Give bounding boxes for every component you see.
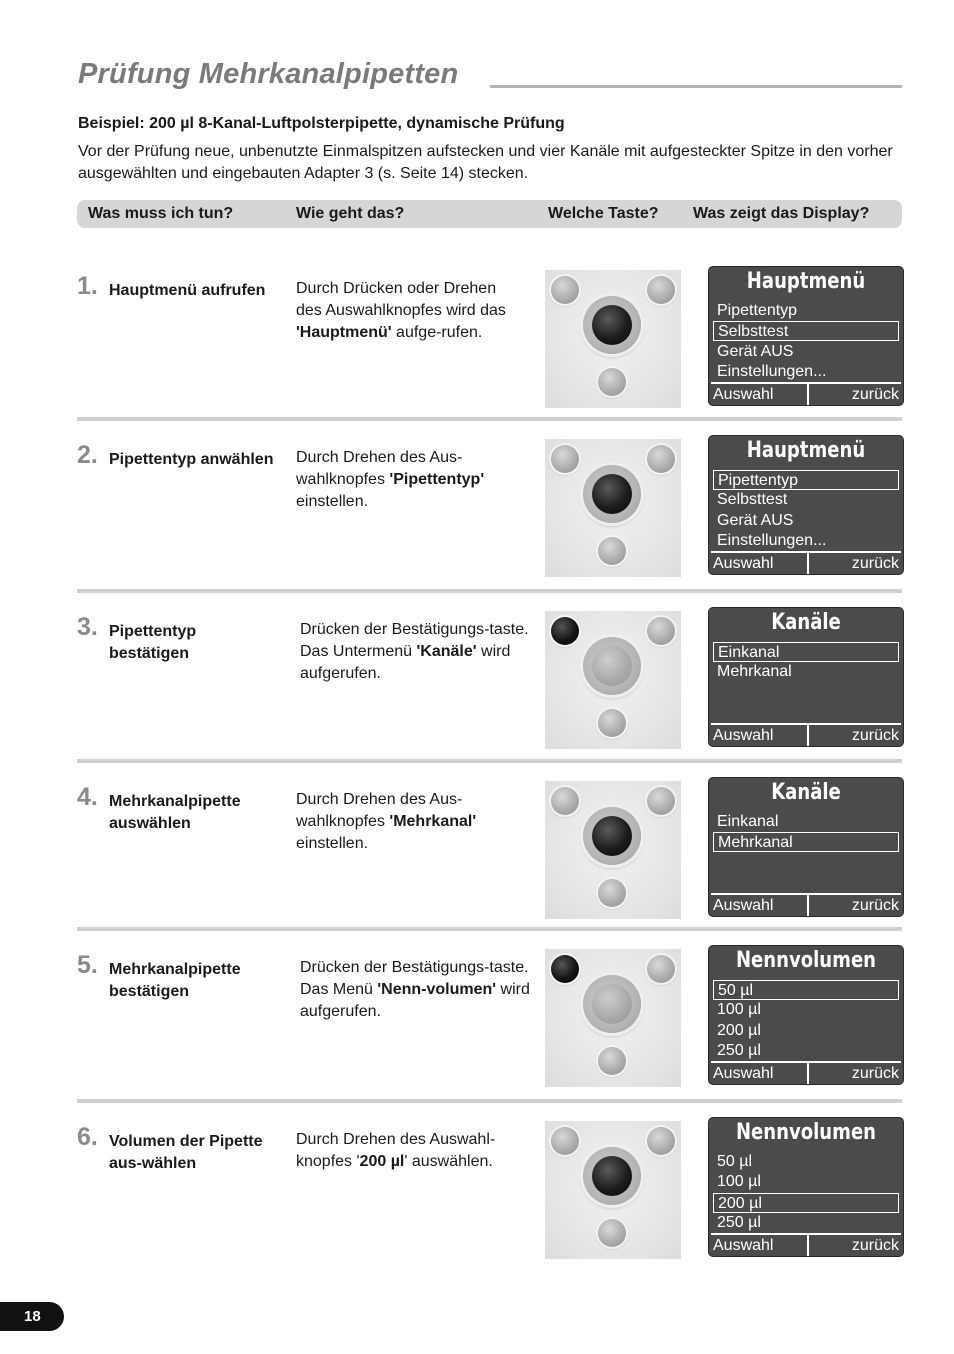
display-menu-item: Pipettentyp bbox=[713, 470, 899, 490]
back-button[interactable] bbox=[647, 276, 675, 304]
step-number: 6. bbox=[77, 1123, 98, 1151]
power-button[interactable] bbox=[598, 368, 626, 396]
display-menu-item: 250 µl bbox=[717, 1042, 761, 1059]
header-what: Was muss ich tun? bbox=[88, 205, 234, 222]
selection-knob[interactable] bbox=[583, 975, 641, 1033]
display-footer-divider bbox=[807, 1235, 809, 1257]
step-how-text: Drücken der Bestätigungs-taste. Das Untermenü bbox=[300, 621, 529, 660]
step-separator bbox=[77, 759, 902, 763]
display-menu-item: Selbsttest bbox=[713, 321, 899, 341]
display-menu-item: Gerät AUS bbox=[717, 512, 794, 529]
header-which-key: Welche Taste? bbox=[548, 205, 659, 222]
step-how-text: Durch Drehen des Aus-wahlknopfes bbox=[296, 449, 463, 488]
back-button[interactable] bbox=[647, 445, 675, 473]
selection-knob-center bbox=[592, 816, 632, 856]
display-menu-item: 200 µl bbox=[717, 1022, 761, 1039]
step-how bbox=[296, 278, 526, 344]
device-display bbox=[708, 435, 904, 575]
display-footer bbox=[711, 723, 901, 747]
page-number: 18 bbox=[0, 1302, 64, 1331]
step-how-text: Durch Drehen des Auswahl-knopfes ' bbox=[296, 1131, 496, 1170]
selection-knob[interactable] bbox=[583, 637, 641, 695]
confirm-button[interactable] bbox=[551, 955, 579, 983]
table-header bbox=[77, 200, 902, 228]
step-how-text-end: aufge-rufen. bbox=[391, 324, 483, 341]
step-how-text: Durch Drehen des Aus-wahlknopfes bbox=[296, 791, 463, 830]
step-separator bbox=[77, 589, 902, 593]
selection-knob[interactable] bbox=[583, 465, 641, 523]
key-panel bbox=[545, 949, 681, 1087]
confirm-button[interactable] bbox=[551, 276, 579, 304]
key-panel bbox=[545, 781, 681, 919]
header-display: Was zeigt das Display? bbox=[693, 205, 870, 222]
selection-knob-center bbox=[592, 1156, 632, 1196]
display-footer bbox=[711, 382, 901, 406]
step-separator bbox=[77, 417, 902, 421]
display-footer bbox=[711, 551, 901, 575]
display-menu-item: Einstellungen... bbox=[717, 532, 827, 549]
step-what: Pipettentyp anwählen bbox=[109, 451, 274, 468]
display-menu-item: 100 µl bbox=[717, 1173, 761, 1190]
device-display bbox=[708, 945, 904, 1085]
confirm-button[interactable] bbox=[551, 617, 579, 645]
step-number: 3. bbox=[77, 613, 98, 641]
step-how-text-end: ' auswählen. bbox=[404, 1153, 493, 1170]
back-button[interactable] bbox=[647, 617, 675, 645]
confirm-button[interactable] bbox=[551, 787, 579, 815]
display-footer-back: zurück bbox=[851, 555, 899, 572]
step-how-bold: 'Pipettentyp' bbox=[389, 471, 485, 488]
display-menu-item: Einkanal bbox=[713, 642, 899, 662]
step-how-bold: 200 µl bbox=[359, 1153, 405, 1170]
selection-knob[interactable] bbox=[583, 807, 641, 865]
key-panel bbox=[545, 439, 681, 577]
display-footer-back: zurück bbox=[851, 727, 899, 744]
display-footer-back: zurück bbox=[851, 1237, 899, 1254]
intro-text: Vor der Prüfung neue, unbenutzte Einmalspitzen aufstecken und vier Kanäle mit aufgesteckter Spitze in den vorher ausgewählten und eingebauten Adapter 3 (s. Seite 14) stecken. bbox=[78, 143, 893, 182]
display-menu-item: Pipettentyp bbox=[717, 302, 798, 319]
display-footer-divider bbox=[807, 895, 809, 917]
power-button[interactable] bbox=[598, 879, 626, 907]
step-how-bold: 'Nenn-volumen' bbox=[377, 981, 497, 998]
confirm-button[interactable] bbox=[551, 445, 579, 473]
step-how bbox=[300, 619, 530, 685]
step-how-bold: 'Kanäle' bbox=[416, 643, 477, 660]
display-footer bbox=[711, 893, 901, 917]
step-how-text: Durch Drücken oder Drehen des Auswahlknopfes wird das bbox=[296, 280, 506, 319]
device-display bbox=[708, 1117, 904, 1257]
display-footer-select: Auswahl bbox=[713, 727, 774, 744]
step-how-text: Drücken der Bestätigungs-taste. Das Menü bbox=[300, 959, 529, 998]
power-button[interactable] bbox=[598, 1219, 626, 1247]
step-how-text-end: wird aufgerufen. bbox=[300, 981, 530, 1020]
display-menu-item: 50 µl bbox=[717, 1153, 753, 1170]
header-how: Wie geht das? bbox=[296, 205, 405, 222]
title-rule bbox=[490, 85, 902, 88]
display-footer-select: Auswahl bbox=[713, 386, 774, 403]
display-footer-select: Auswahl bbox=[713, 1237, 774, 1254]
display-menu-item: 50 µl bbox=[713, 980, 899, 1000]
display-menu-item: 250 µl bbox=[717, 1214, 761, 1231]
display-menu-item: Mehrkanal bbox=[717, 663, 792, 680]
step-how bbox=[296, 1129, 526, 1173]
step-what: Mehrkanalpipette bestätigen bbox=[109, 961, 241, 1000]
display-title: Hauptmenü bbox=[746, 269, 866, 294]
display-footer-back: zurück bbox=[851, 897, 899, 914]
key-panel bbox=[545, 1121, 681, 1259]
display-footer-divider bbox=[807, 1063, 809, 1085]
display-footer bbox=[711, 1233, 901, 1257]
display-footer-select: Auswahl bbox=[713, 1065, 774, 1082]
display-footer-divider bbox=[807, 553, 809, 575]
step-how-bold: 'Mehrkanal' bbox=[389, 813, 477, 830]
display-menu-item: Mehrkanal bbox=[713, 832, 899, 852]
selection-knob-center bbox=[592, 984, 632, 1024]
power-button[interactable] bbox=[598, 537, 626, 565]
step-number: 5. bbox=[77, 951, 98, 979]
display-title: Nennvolumen bbox=[735, 948, 877, 973]
power-button[interactable] bbox=[598, 709, 626, 737]
display-menu-item: Einkanal bbox=[717, 813, 779, 830]
display-footer-select: Auswahl bbox=[713, 555, 774, 572]
power-button[interactable] bbox=[598, 1047, 626, 1075]
step-how-bold: 'Hauptmenü' bbox=[296, 324, 392, 341]
display-footer-divider bbox=[807, 725, 809, 747]
display-menu-item: Selbsttest bbox=[717, 491, 788, 508]
back-button[interactable] bbox=[647, 1127, 675, 1155]
display-footer-back: zurück bbox=[851, 386, 899, 403]
display-menu-item: Gerät AUS bbox=[717, 343, 794, 360]
back-button[interactable] bbox=[647, 955, 675, 983]
display-footer-back: zurück bbox=[851, 1065, 899, 1082]
display-title: Hauptmenü bbox=[746, 438, 866, 463]
example-heading: Beispiel: 200 µl 8-Kanal-Luftpolsterpipette, dynamische Prüfung bbox=[78, 115, 565, 132]
confirm-button[interactable] bbox=[551, 1127, 579, 1155]
step-how-text-end: einstellen. bbox=[296, 493, 369, 510]
step-how-text-end: einstellen. bbox=[296, 835, 369, 852]
selection-knob-center bbox=[592, 474, 632, 514]
display-menu-item: Einstellungen... bbox=[717, 363, 827, 380]
display-footer-divider bbox=[807, 384, 809, 406]
device-display bbox=[708, 777, 904, 917]
display-footer bbox=[711, 1061, 901, 1085]
step-number: 2. bbox=[77, 441, 98, 469]
step-number: 1. bbox=[77, 272, 98, 300]
selection-knob[interactable] bbox=[583, 296, 641, 354]
step-number: 4. bbox=[77, 783, 98, 811]
display-menu-item: 100 µl bbox=[717, 1001, 761, 1018]
device-display bbox=[708, 266, 904, 406]
selection-knob-center bbox=[592, 305, 632, 345]
display-title: Nennvolumen bbox=[735, 1120, 877, 1145]
key-panel bbox=[545, 611, 681, 749]
step-how bbox=[296, 789, 526, 855]
display-title: Kanäle bbox=[771, 610, 841, 635]
step-separator bbox=[77, 927, 902, 931]
step-what: Volumen der Pipette aus-wählen bbox=[109, 1133, 263, 1172]
step-how bbox=[296, 447, 526, 513]
step-what: Hauptmenü aufrufen bbox=[109, 282, 266, 299]
page-title: Prüfung Mehrkanalpipetten bbox=[78, 58, 459, 90]
display-menu-item: 200 µl bbox=[713, 1193, 899, 1213]
selection-knob[interactable] bbox=[583, 1147, 641, 1205]
step-what: Pipettentyp bestätigen bbox=[109, 623, 197, 662]
device-display bbox=[708, 607, 904, 747]
back-button[interactable] bbox=[647, 787, 675, 815]
step-separator bbox=[77, 1099, 902, 1103]
display-footer-select: Auswahl bbox=[713, 897, 774, 914]
step-what: Mehrkanalpipette auswählen bbox=[109, 793, 241, 832]
step-how-text-end: wird aufgerufen. bbox=[300, 643, 511, 682]
selection-knob-center bbox=[592, 646, 632, 686]
key-panel bbox=[545, 270, 681, 408]
step-how bbox=[300, 957, 530, 1023]
display-title: Kanäle bbox=[771, 780, 841, 805]
